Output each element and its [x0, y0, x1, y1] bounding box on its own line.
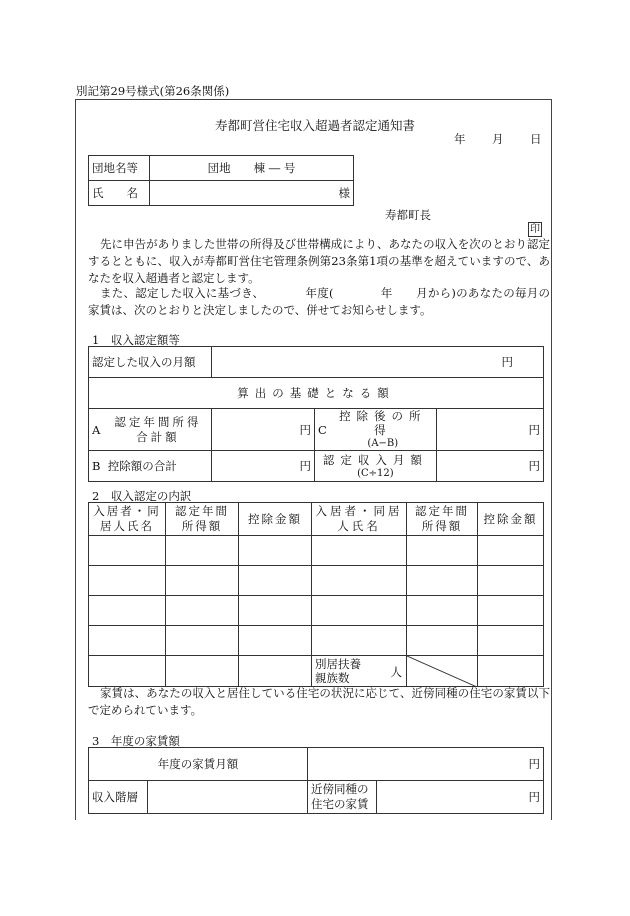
recipient-table — [88, 155, 354, 206]
basis-header: 算出の基礎となる額 — [89, 378, 544, 409]
section1-heading: 1 収入認定額等 — [92, 333, 180, 347]
separate-label: 別居扶養親族数 — [315, 657, 361, 685]
danchi-label: 団地名等 — [89, 156, 150, 181]
table-row — [89, 536, 544, 566]
danchi-value: 団地 棟 ― 号 — [150, 156, 354, 181]
table-row — [89, 596, 544, 626]
income-table — [88, 346, 544, 482]
breakdown-table — [88, 502, 544, 687]
rent-note: 家賃は、あなたの収入と居住している住宅の状況に応じて、近傍同種の住宅の家賃以下で定められています。 — [88, 686, 550, 717]
diagonal-line-icon — [407, 656, 477, 687]
header-resident-right: 入居者・同居人氏名 — [312, 503, 407, 536]
rent-table — [88, 747, 544, 814]
person-unit: 人 — [390, 665, 402, 679]
d-cell — [315, 451, 437, 482]
b-yen: 円 — [212, 451, 315, 482]
date-year: 年 — [454, 132, 466, 146]
name-label: 氏 名 — [89, 181, 150, 206]
c-text: 控除後の所得 — [339, 409, 427, 437]
header-income-left: 認定年間所得額 — [166, 503, 239, 536]
monthly-income-label: 認定した収入の月額 — [89, 347, 212, 378]
b-text: 控除額の合計 — [105, 451, 212, 482]
date-day: 日 — [530, 132, 542, 146]
bracket-value — [148, 781, 308, 814]
table-row — [89, 566, 544, 596]
form-id: 別記第29号様式(第26条関係) — [76, 84, 230, 98]
seal: 印 — [530, 224, 540, 235]
d-text: 認定収入月額 — [322, 452, 428, 467]
monthly-income-yen: 円 — [212, 347, 544, 378]
nearby-label: 近傍同種の住宅の家賃 — [308, 781, 377, 814]
header-deduction-left: 控除金額 — [239, 503, 312, 536]
nearby-yen: 円 — [377, 781, 544, 814]
d-yen: 円 — [436, 451, 543, 482]
c-label: C — [315, 409, 330, 451]
section3-heading: 3 年度の家賃額 — [92, 734, 180, 748]
header-resident-left: 入居者・同居人氏名 — [89, 503, 166, 536]
b-label: B — [89, 451, 105, 482]
c-yen: 円 — [436, 409, 543, 451]
slash-cell — [407, 656, 478, 687]
name-suffix: 様 — [150, 181, 354, 206]
a-label: A — [89, 409, 105, 451]
body-paragraph-2: また、認定した収入に基づき、 年度( 年 月から)のあなたの毎月の家賃は、次のとおりと決定しましたので、併せてお知らせします。 — [88, 286, 550, 317]
c-cell — [330, 409, 437, 451]
rent-yen: 円 — [308, 748, 544, 781]
rent-label: 年度の家賃月額 — [89, 748, 308, 781]
body-paragraph-1: 先に申告がありました世帯の所得及び世帯構成により、あなたの収入を次のとおり認定するとともに、収入が寿都町営住宅管理条例第23条第1項の基準を超えていますので、あなたを収入超過者と認定します。 — [88, 237, 550, 285]
d-formula: (C÷12) — [357, 467, 394, 479]
separate-cell — [312, 656, 407, 687]
bracket-label: 収入階層 — [89, 781, 148, 814]
header-income-right: 認定年間所得額 — [407, 503, 478, 536]
date-month: 月 — [492, 132, 504, 146]
a-text: 認定年間所得合計額 — [105, 409, 212, 451]
section2-heading: 2 収入認定の内訳 — [92, 489, 192, 503]
a-yen: 円 — [212, 409, 315, 451]
issuer: 寿都町長 — [385, 208, 431, 222]
table-row — [89, 656, 544, 687]
c-formula: (A−B) — [367, 438, 399, 449]
header-deduction-right: 控除金額 — [478, 503, 544, 536]
table-row — [89, 626, 544, 656]
document-title: 寿都町営住宅収入超過者認定通知書 — [214, 118, 415, 133]
